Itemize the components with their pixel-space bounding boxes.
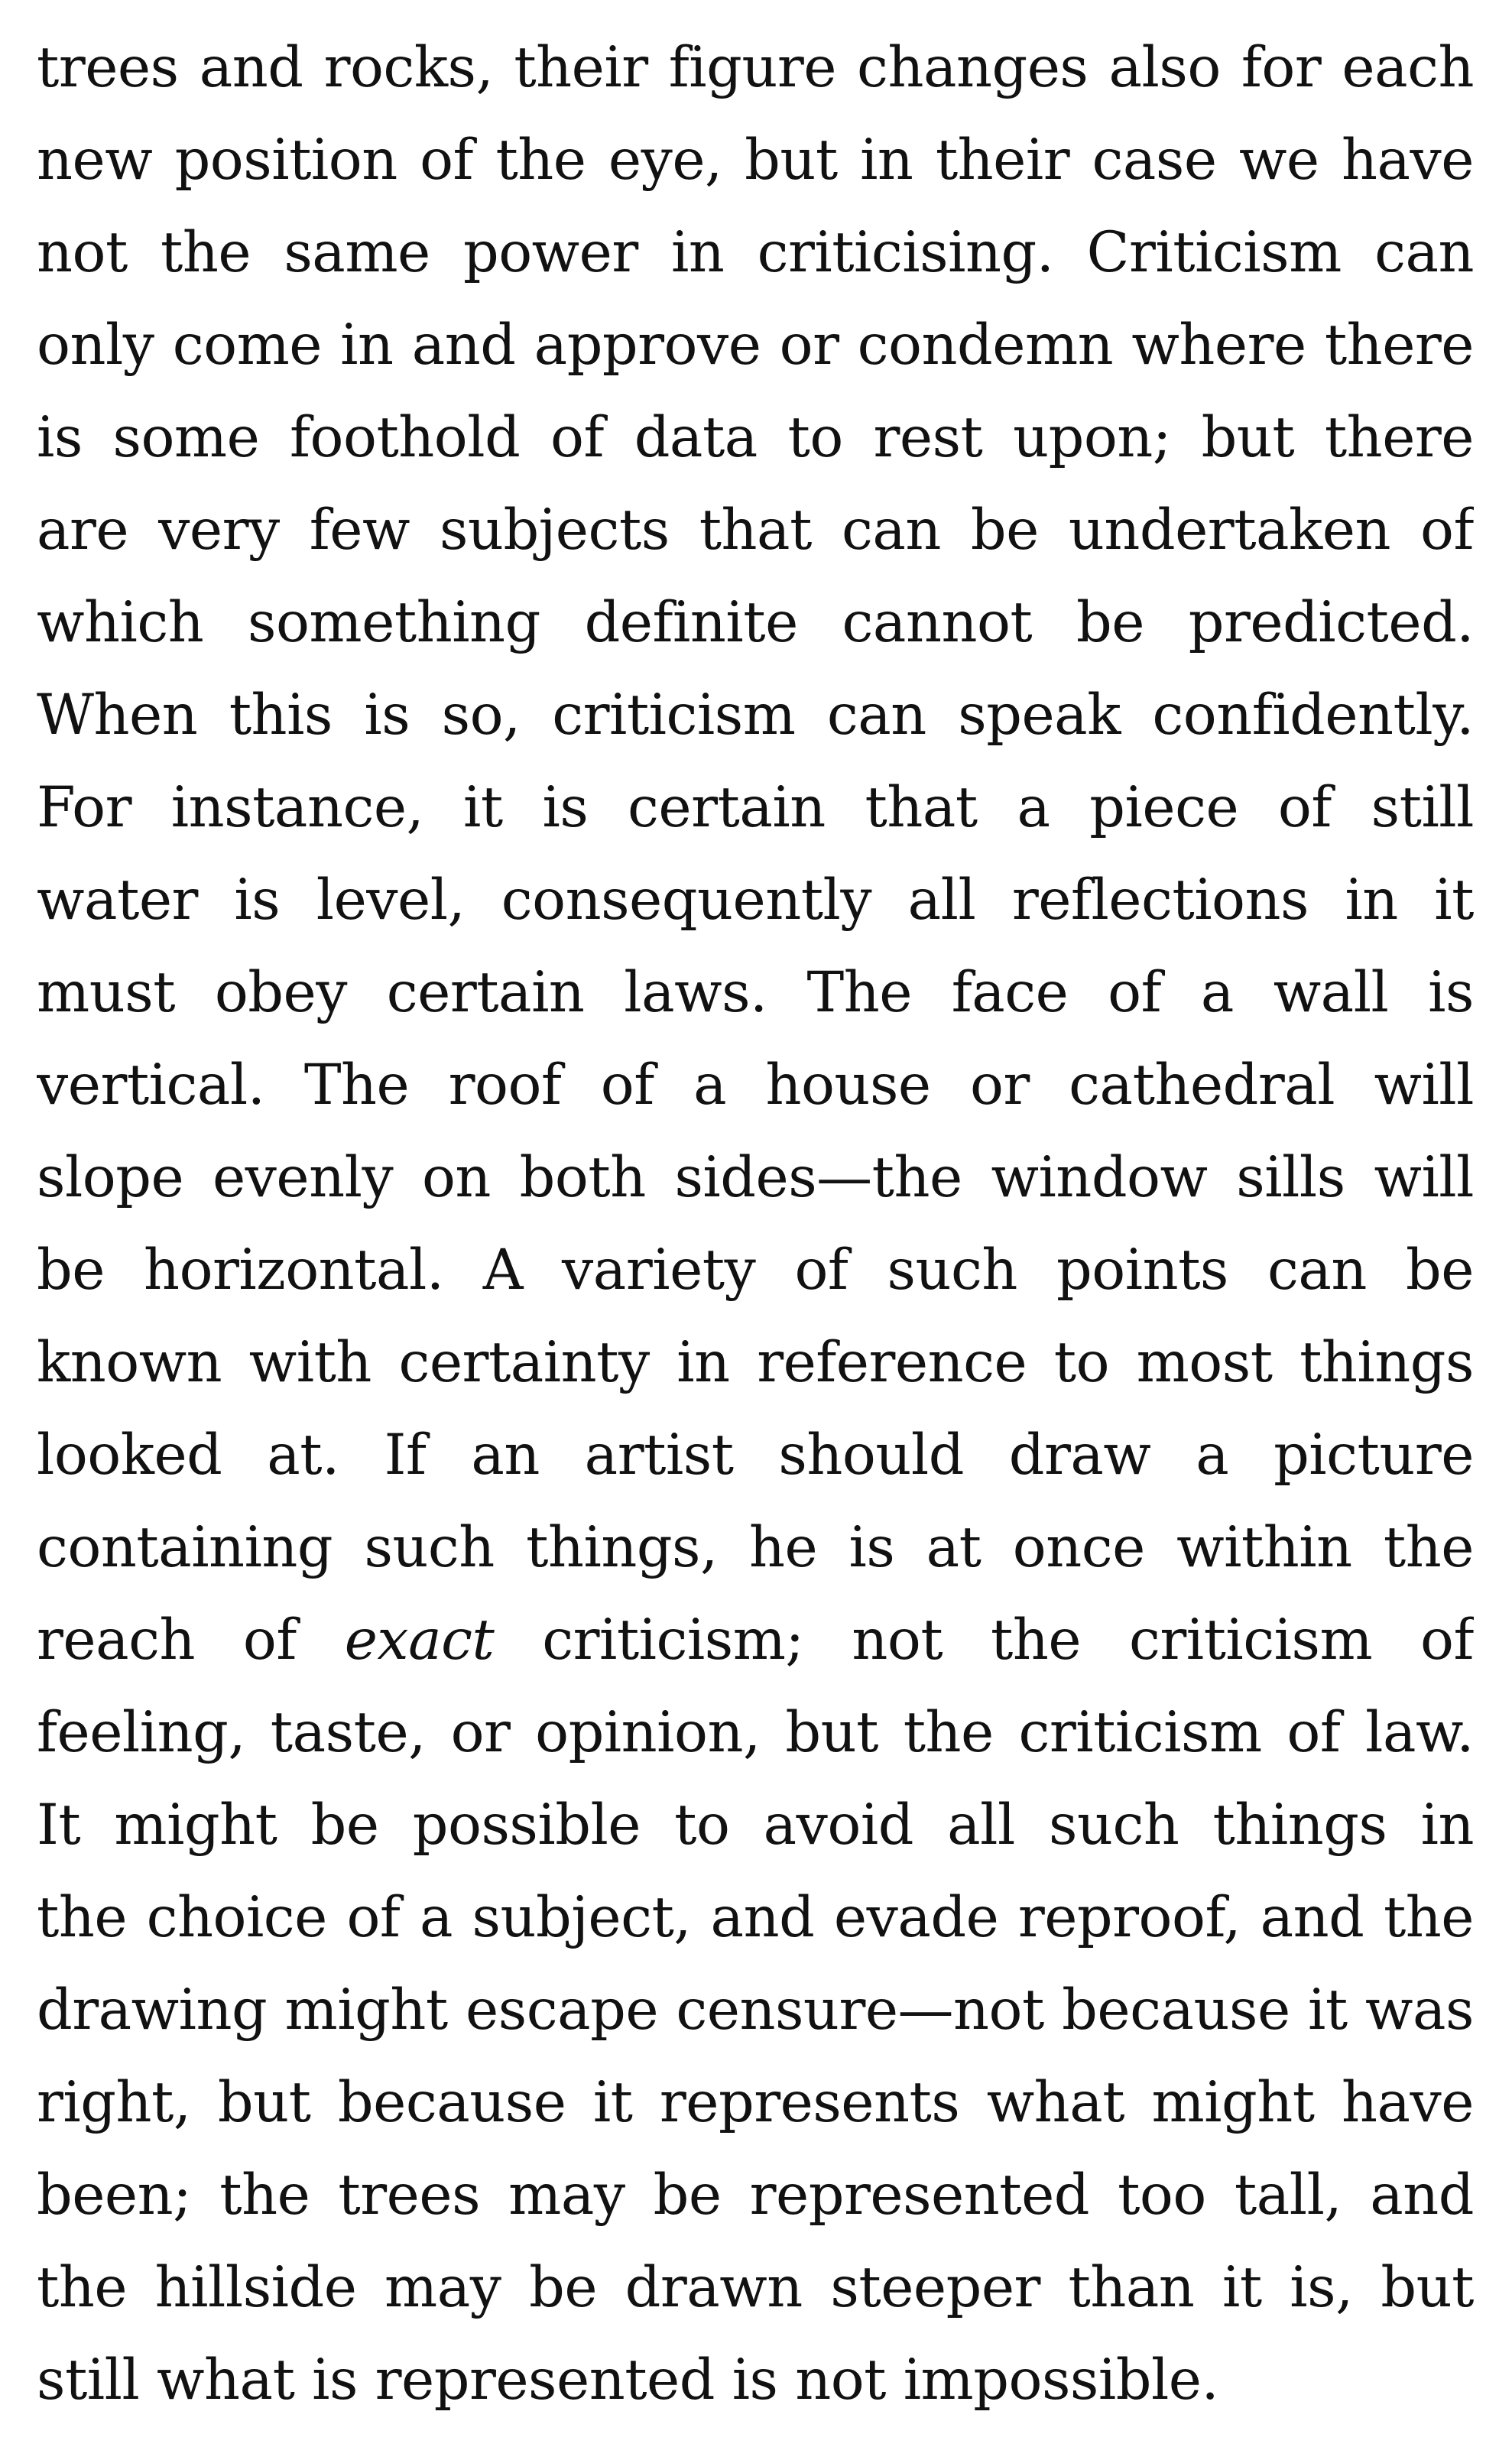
text-line-18-before: reach of: [37, 1608, 345, 1673]
text-line-12: vertical. The roof of a house or cathedral will: [37, 1053, 1474, 1118]
text-line-2: new position of the eye, but in their case we have: [37, 128, 1474, 193]
text-line-10: water is level, consequently all reflections in it: [37, 868, 1474, 933]
text-line-6: are very few subjects that can be undertaken of: [37, 498, 1474, 563]
text-line-26: still what is represented is not impossible.: [37, 2348, 1219, 2413]
body-text: [37, 21, 1474, 2426]
text-line-15: known with certainty in reference to most things: [37, 1330, 1474, 1395]
text-line-14: be horizontal. A variety of such points can be: [37, 1238, 1474, 1303]
text-line-18-after: criticism; not the criticism of: [494, 1608, 1474, 1673]
text-line-19: feeling, taste, or opinion, but the criticism of law.: [37, 1700, 1474, 1765]
text-line-13: slope evenly on both sides—the window sills will: [37, 1145, 1474, 1210]
text-line-22: drawing might escape censure—not because it was: [37, 1978, 1474, 2043]
text-line-21: the choice of a subject, and evade reproof, and the: [37, 1885, 1474, 1950]
text-line-16: looked at. If an artist should draw a picture: [37, 1423, 1474, 1488]
text-line-25: the hillside may be drawn steeper than it is, but: [37, 2255, 1474, 2320]
text-line-18: [37, 1594, 1474, 1686]
text-line-4: only come in and approve or condemn where there: [37, 313, 1474, 378]
text-line-24: been; the trees may be represented too tall, and: [37, 2163, 1474, 2228]
text-line-20: It might be possible to avoid all such things in: [37, 1793, 1474, 1858]
text-line-11: must obey certain laws. The face of a wall is: [37, 960, 1474, 1025]
text-line-23: right, but because it represents what might have: [37, 2070, 1474, 2135]
text-line-7: which something definite cannot be predicted.: [37, 590, 1474, 655]
text-line-17: containing such things, he is at once within the: [37, 1515, 1474, 1580]
text-line-8: When this is so, criticism can speak confidently.: [37, 683, 1474, 748]
text-line-3: not the same power in criticising. Criticism can: [37, 220, 1474, 285]
text-line-5: is some foothold of data to rest upon; but there: [37, 405, 1474, 470]
text-line-9: For instance, it is certain that a piece of still: [37, 775, 1474, 840]
text-line-1: trees and rocks, their figure changes also for each: [37, 35, 1474, 100]
italic-word-exact: exact: [344, 1608, 495, 1673]
